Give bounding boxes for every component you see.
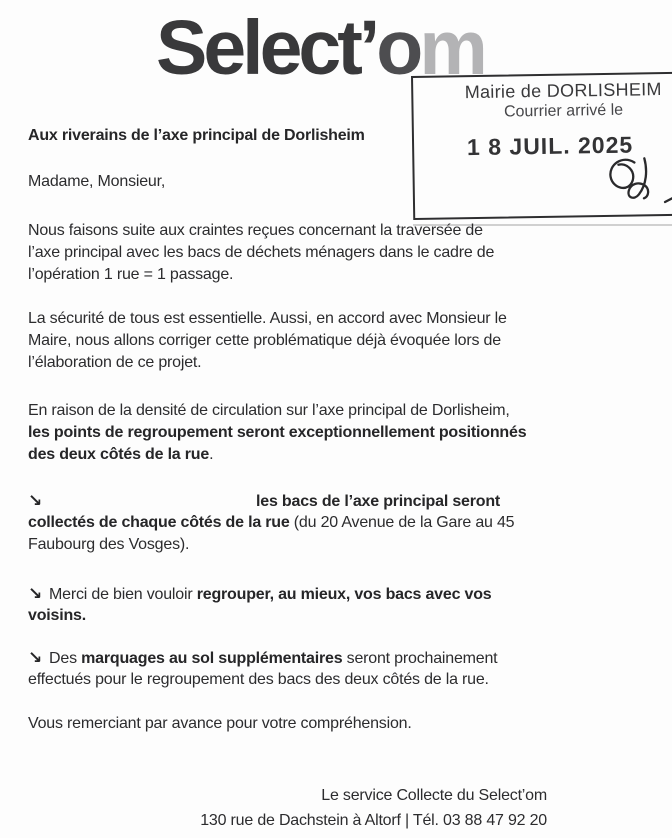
stamp-received-label: Courrier arrivé le [503, 101, 624, 121]
text-line [28, 490, 514, 512]
sender-service: Le service Collecte du Select’om [321, 787, 547, 804]
paragraph-decision [28, 400, 526, 466]
text-line-bold: voisins. [28, 607, 86, 624]
text-line: l’élaboration de ce projet. [28, 354, 202, 371]
text-line [28, 444, 526, 466]
salutation-line: Madame, Monsieur, [28, 173, 166, 190]
text-line [28, 512, 514, 534]
text-line: Faubourg des Vosges). [28, 536, 190, 553]
signature-scribble-icon [600, 152, 672, 211]
bold-segment: marquages au sol supplémentaires [81, 650, 343, 667]
text-segment: . [209, 446, 214, 463]
text-line [28, 647, 497, 669]
text-segment: seront prochainement [342, 650, 498, 667]
southeast-arrow-icon: ↘ [28, 648, 43, 668]
southeast-arrow-icon: ↘ [28, 584, 43, 604]
bullet-markings [28, 647, 497, 691]
southeast-arrow-icon: ↘ [28, 491, 43, 511]
text-segment: Des [49, 650, 82, 667]
text-line: La sécurité de tous est essentielle. Aussi, en accord avec Monsieur le [28, 310, 507, 327]
text-line: l’axe principal avec les bacs de déchets ménagers dans le cadre de [28, 244, 495, 261]
text-line: Nous faisons suite aux craintes reçues concernant la traversée de [28, 222, 483, 239]
text-line-bold: les points de regroupement seront exceptionnellement positionnés [28, 424, 527, 441]
text-line: Maire, nous allons corriger cette problématique déjà évoquée lors de [28, 332, 501, 349]
text-segment: Merci de bien vouloir [49, 586, 197, 603]
sender-address: 130 rue de Dachstein à Altorf | Tél. 03 88 47 92 20 [200, 812, 547, 829]
bullet-regroup [28, 583, 492, 627]
logo-text-select: Select [156, 5, 359, 91]
bold-segment: regrouper, au mieux, vos bacs avec vos [196, 586, 492, 603]
text-line: effectués pour le regroupement des bacs des deux côtés de la rue. [28, 671, 489, 688]
bold-segment: les bacs de l’axe principal seront [256, 493, 501, 510]
recipient-line: Aux riverains de l’axe principal de Dorlisheim [28, 127, 365, 144]
logo-o-swirl: o [376, 5, 420, 91]
bold-segment: des deux côtés de la rue [28, 446, 210, 463]
logo-m: m [419, 5, 484, 91]
sender-block [200, 783, 547, 833]
text-line: l’opération 1 rue = 1 passage. [28, 266, 234, 283]
text-segment: (du 20 Avenue de la Gare au 45 [289, 514, 515, 531]
arrival-stamp-box [411, 71, 672, 220]
stamp-date: 1 8 JUIL. 2025 [466, 131, 634, 161]
paragraph-security [28, 308, 507, 374]
paragraph-intro [28, 220, 494, 286]
text-line [28, 583, 492, 605]
stamp-organization: Mairie de DORLISHEIM [464, 79, 662, 103]
bullet-collection [28, 490, 514, 556]
logo-apostrophe: ’ [358, 5, 377, 91]
text-line: En raison de la densité de circulation sur l’axe principal de Dorlisheim, [28, 402, 510, 419]
closing-line: Vous remerciant par avance pour votre compréhension. [28, 715, 412, 732]
bold-segment: collectés de chaque côtés de la rue [28, 514, 290, 531]
